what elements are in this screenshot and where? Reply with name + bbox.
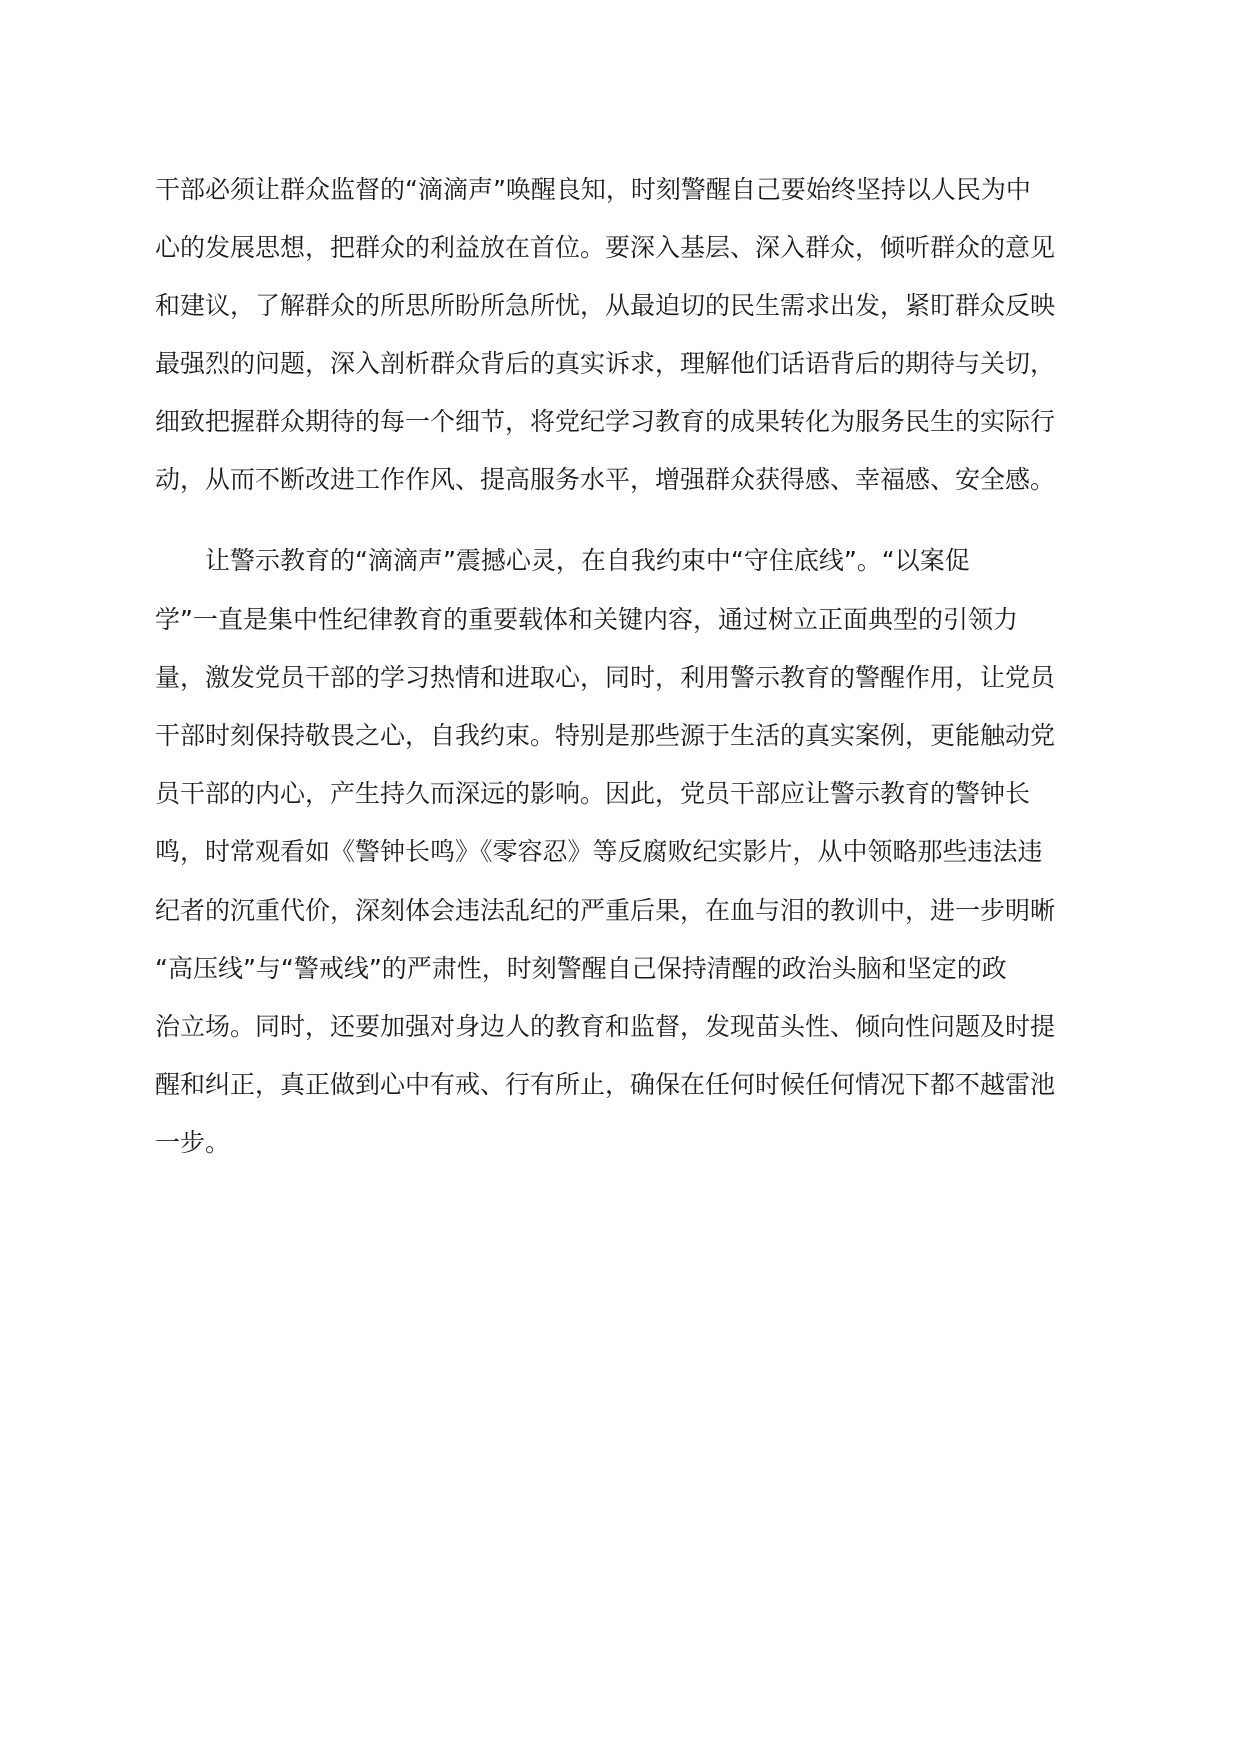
text-line: 治立场。同时，还要加强对身边人的教育和监督，发现苗头性、倾向性问题及时提 [155,1012,1056,1041]
text-line: 量，激发党员干部的学习热情和进取心，同时，利用警示教育的警醒作用，让党员 [155,663,1056,692]
text-line: 最强烈的问题，深入剖析群众背后的真实诉求，理解他们话语背后的期待与关切， [155,349,1056,378]
text-line: 干部必须让群众监督的“滴滴声”唤醒良知，时刻警醒自己要始终坚持以人民为中 [155,175,1031,204]
text-line: 让警示教育的“滴滴声”震撼心灵，在自我约束中“守住底线”。“以案促 [205,546,970,575]
text-line: 细致把握群众期待的每一个细节，将党纪学习教育的成果转化为服务民生的实际行 [155,407,1056,436]
text-line: 一步。 [155,1128,231,1157]
text-line: “高压线”与“警戒线”的严肃性，时刻警醒自己保持清醒的政治头脑和坚定的政 [155,954,1007,983]
text-line: 鸣，时常观看如《警钟长鸣》《零容忍》等反腐败纪实影片，从中领略那些违法违 [155,837,1043,866]
text-line: 纪者的沉重代价，深刻体会违法乱纪的严重后果，在血与泪的教训中，进一步明晰 [155,896,1056,925]
text-line: 醒和纠正，真正做到心中有戒、行有所止，确保在任何时候任何情况下都不越雷池 [155,1070,1056,1099]
text-line: 干部时刻保持敬畏之心，自我约束。特别是那些源于生活的真实案例，更能触动党 [155,721,1056,750]
text-line: 动，从而不断改进工作作风、提高服务水平，增强群众获得感、幸福感、安全感。 [155,465,1056,494]
text-line: 员干部的内心，产生持久而深远的影响。因此，党员干部应让警示教育的警钟长 [155,779,1031,808]
text-line: 和建议，了解群众的所思所盼所急所忧，从最迫切的民生需求出发，紧盯群众反映 [155,291,1056,320]
text-line: 心的发展思想，把群众的利益放在首位。要深入基层、深入群众，倾听群众的意见 [155,233,1056,262]
text-line: 学”一直是集中性纪律教育的重要载体和关键内容，通过树立正面典型的引领力 [155,605,1018,634]
